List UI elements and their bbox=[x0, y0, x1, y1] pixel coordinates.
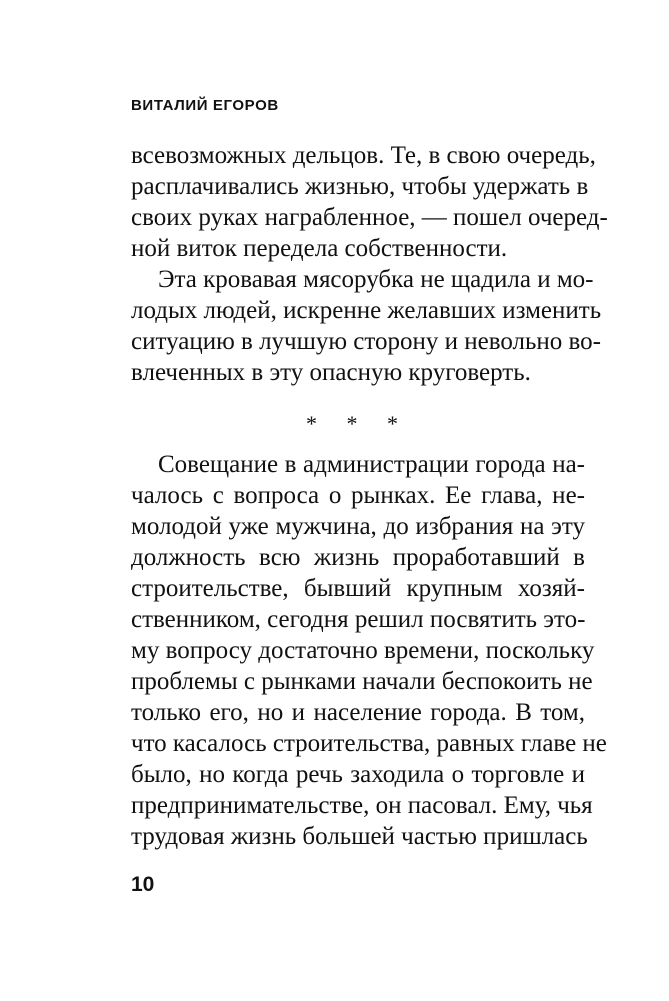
text-line: расплачивались жизнью, чтобы удержать в bbox=[131, 173, 589, 200]
text-block-bottom bbox=[131, 449, 607, 852]
text-line: Совещание в администрации города на- bbox=[158, 451, 585, 478]
text-line: что касалось строительства, равных главе не bbox=[131, 730, 607, 757]
text-line: трудовая жизнь большей частью пришлась bbox=[131, 823, 588, 850]
text-line: молодой уже мужчина, до избрания на эту bbox=[131, 513, 585, 540]
section-separator: * * * bbox=[306, 411, 410, 436]
text-line: должность всю жизнь проработавший в bbox=[131, 544, 585, 571]
text-line: влеченных в эту опасную круговерть. bbox=[131, 359, 531, 386]
text-line: Эта кровавая мясорубка не щадила и мо- bbox=[158, 266, 594, 293]
text-line: лодых людей, искренне желавших изменить bbox=[131, 297, 602, 324]
text-line: только его, но и население города. В том, bbox=[131, 699, 585, 726]
text-line: предпринимательстве, он пасовал. Ему, чья bbox=[131, 792, 593, 819]
running-head: ВИТАЛИЙ ЕГОРОВ bbox=[131, 97, 279, 114]
text-line: строительстве, бывший крупным хозяй- bbox=[131, 575, 585, 602]
text-line: ной виток передела собственности. bbox=[131, 235, 508, 262]
text-block-top bbox=[131, 140, 608, 388]
text-line: му вопросу достаточно времени, поскольку bbox=[131, 637, 595, 664]
text-line: ситуацию в лучшую сторону и невольно во- bbox=[131, 328, 601, 355]
text-line: всевозможных дельцов. Те, в свою очередь, bbox=[131, 142, 596, 169]
text-line: проблемы с рынками начали беспокоить не bbox=[131, 668, 593, 695]
text-line: своих руках награбленное, — пошел очеред- bbox=[131, 204, 608, 231]
text-line: ственником, сегодня решил посвятить это- bbox=[131, 606, 586, 633]
text-line: чалось с вопроса о рынках. Ее глава, не- bbox=[131, 482, 585, 509]
text-line: было, но когда речь заходила о торговле и bbox=[131, 761, 585, 788]
page-number: 10 bbox=[131, 873, 155, 896]
